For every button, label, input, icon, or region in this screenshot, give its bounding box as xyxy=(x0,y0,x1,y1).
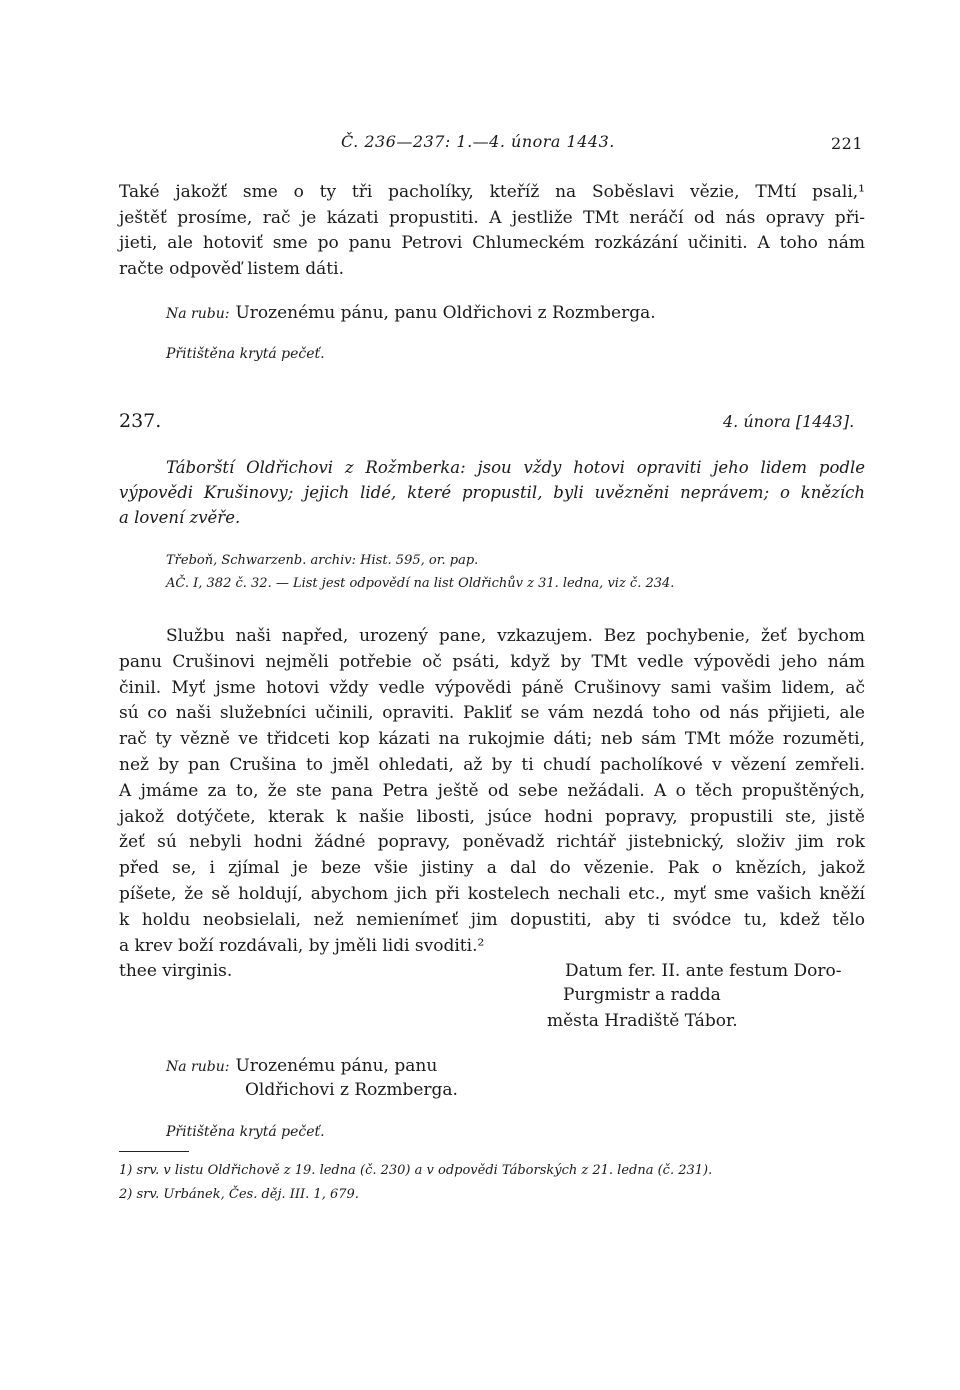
footnote-rule xyxy=(119,1151,189,1152)
text-line: žeť sú nebyli hodni žádné popravy, poněvadž richtář jistebnický, složiv jim rok xyxy=(119,832,865,853)
regest-line: výpovědi Krušinovy; jejich lidé, které propustil, byli uvězněni neprávem; o knězích xyxy=(119,483,865,502)
verso-label: Na rubu: xyxy=(166,306,230,322)
text-line: než by pan Crušina to jměl ohledati, až by ti chudí pacholíkové v vězení zemřeli. xyxy=(119,754,865,775)
letter-body xyxy=(119,624,865,985)
text-line: Službu naši napřed, urozený pane, vzkazujem. Bez pochybenie, žeť bychom xyxy=(166,626,865,646)
footnote-1: 1) srv. v listu Oldřichově z 19. ledna (č. 230) a v odpovědi Táborských z 21. ledna (č. 231). xyxy=(119,1163,713,1178)
document-date: 4. února [1443]. xyxy=(723,412,855,431)
text-line: panu Crušinovi nejměli potřebie oč psáti, když by TMt vedle výpovědi jeho nám xyxy=(119,651,865,672)
doc237-verso-1 xyxy=(166,1056,437,1076)
verso-address: Urozenému pánu, panu xyxy=(235,1056,438,1076)
datum-clause: Datum fer. II. ante festum Doro- xyxy=(565,961,842,981)
text-line: píšete, že sě holdují, abychom jich při kostelech nechali etc., myť sme vašich kněží xyxy=(119,883,865,904)
text-line: činil. Myť jsme hotovi vždy vedle výpovědi páně Crušinovy sami vašim lidem, ač xyxy=(119,677,865,698)
doc236-seal-note: Přitištěna krytá pečeť. xyxy=(166,346,325,362)
verso-label: Na rubu: xyxy=(166,1059,230,1075)
page-number: 221 xyxy=(831,134,864,153)
text-line: A jmáme za to, že ste pana Petra ještě od sebe nežádali. A o těch propuštěných, xyxy=(119,780,865,801)
text-line: k holdu neobsielali, než nemienímeť jim dopustiti, aby ti svódce tu, kdež tělo xyxy=(119,909,865,930)
text-line: račte odpověď listem dáti. xyxy=(119,258,344,279)
text-line: thee virginis. xyxy=(119,961,233,982)
text-line: sú co naši služebníci učinili, opraviti. Pakliť se vám nezdá toho od nás přijieti, ale xyxy=(119,703,865,724)
regest xyxy=(119,455,865,530)
text-line: rač ty vězně ve třidceti kop kázati na rukojmie dáti; neb sám TMt móže rozuměti, xyxy=(119,729,865,750)
doc236-text xyxy=(119,180,865,282)
running-header: Č. 236—237: 1.—4. února 1443. xyxy=(341,132,615,151)
text-line: Také jakožť sme o ty tři pacholíky, kteříž na Soběslavi vězie, TMtí psali,¹ xyxy=(119,182,865,202)
doc237-verso-2: Oldřichovi z Rozmberga. xyxy=(245,1080,458,1100)
verso-address: Urozenému pánu, panu Oldřichovi z Rozmberga. xyxy=(235,303,656,323)
text-line: jakož dotýčete, kterak k našie libosti, jsúce hodni popravy, propustili ste, jistě xyxy=(119,806,865,827)
regest-line: Táborští Oldřichovi z Rožmberka: jsou vždy hotovi opraviti jeho lidem podle xyxy=(166,458,865,477)
regest-line: a lovení zvěře. xyxy=(119,508,241,527)
signature-line-1: Purgmistr a radda xyxy=(563,985,721,1005)
text-line: a krev boží rozdávali, by jměli lidi svoditi.² xyxy=(119,935,485,956)
text-line: ještěť prosíme, rač je kázati propustiti. A jestliže TMt neráčí od nás opravy při- xyxy=(119,207,865,228)
source-edition: AČ. I, 382 č. 32. — List jest odpovědí na list Oldřichův z 31. ledna, viz č. 234. xyxy=(166,576,675,591)
signature-line-2: města Hradiště Tábor. xyxy=(547,1011,738,1031)
doc236-verso xyxy=(166,303,656,323)
document-number: 237. xyxy=(119,410,162,432)
footnote-2: 2) srv. Urbánek, Čes. děj. III. 1, 679. xyxy=(119,1187,359,1202)
source-archive: Třeboň, Schwarzenb. archiv: Hist. 595, or. pap. xyxy=(166,553,479,568)
text-line: jieti, ale hotoviť sme po panu Petrovi Chlumeckém rozkázání učiniti. A toho nám xyxy=(119,233,865,253)
doc237-seal-note: Přitištěna krytá pečeť. xyxy=(166,1124,325,1140)
text-line: před se, i zjímal je beze všie jistiny a dal do vězenie. Pak o knězích, jakož xyxy=(119,858,865,879)
